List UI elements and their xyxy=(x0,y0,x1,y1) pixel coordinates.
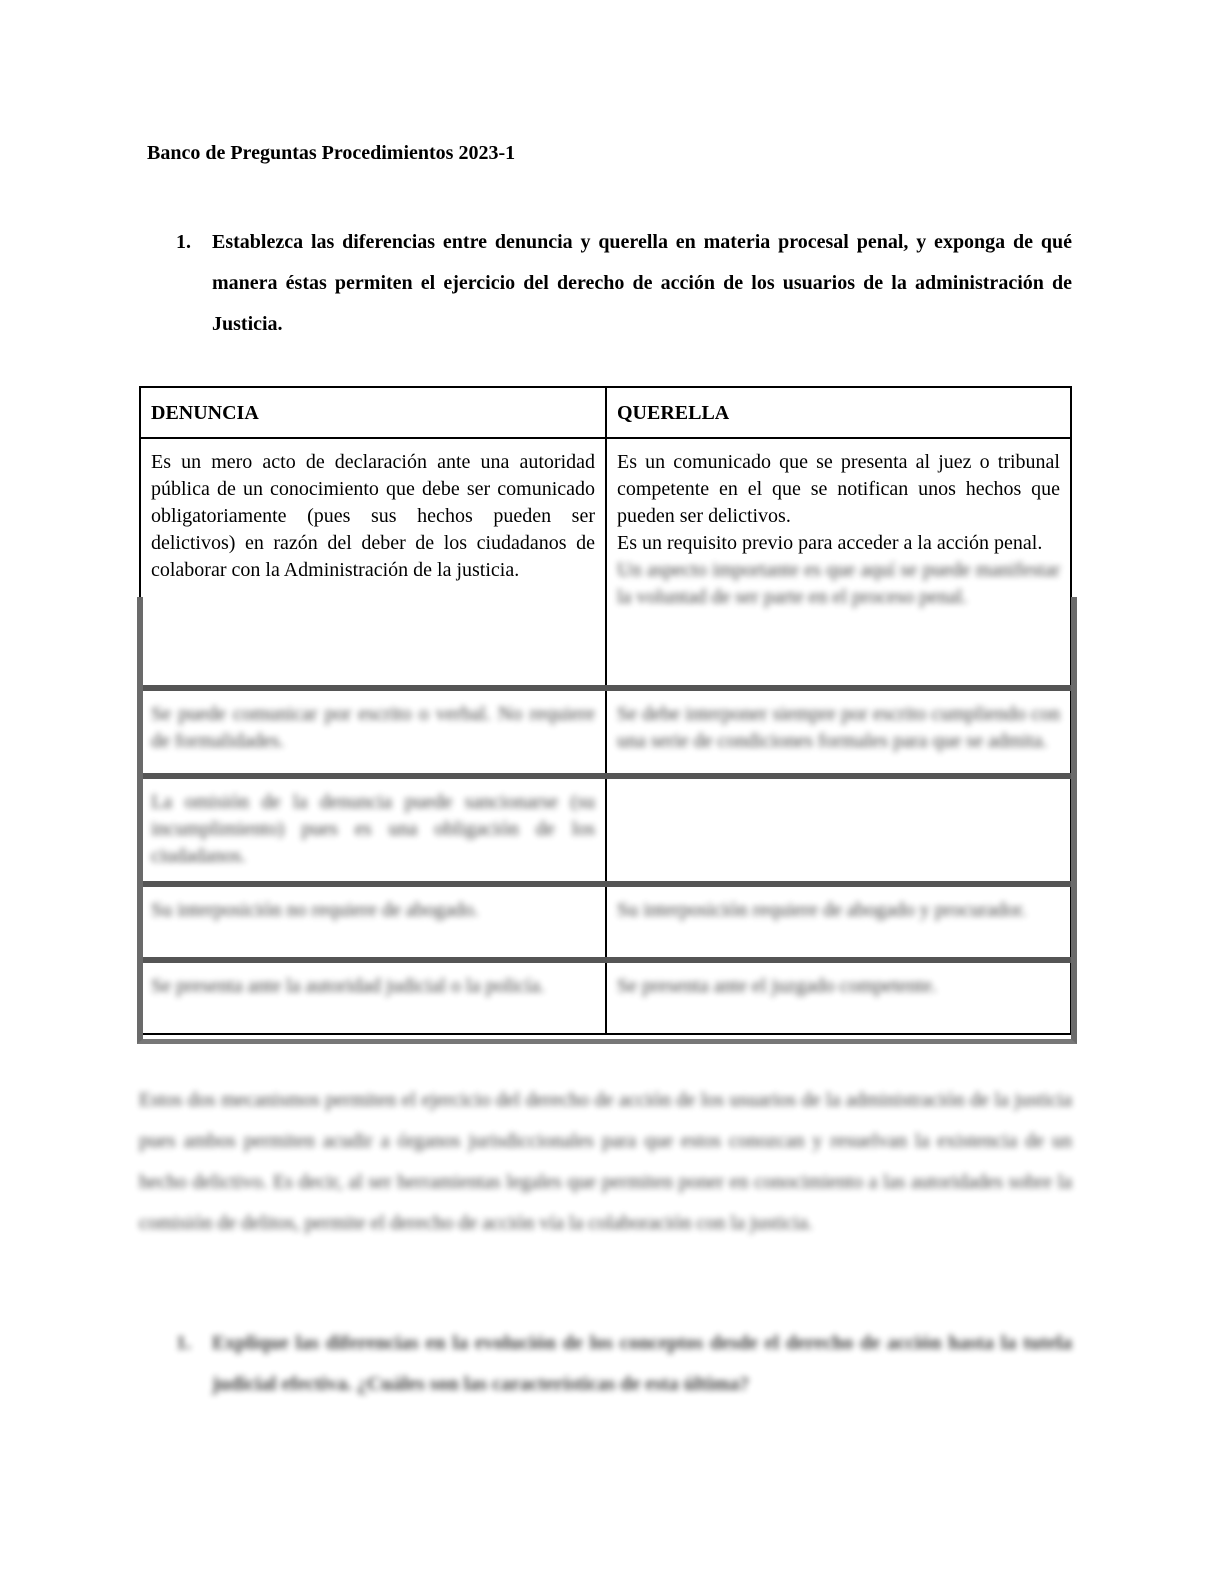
table-row xyxy=(140,884,1071,960)
cell-querella: Se debe interponer siempre por escrito cumpliendo con una serie de condiciones formales para que se admita. xyxy=(606,688,1071,776)
question-text: Establezca las diferencias entre denuncia y querella en materia procesal penal, y exponga de qué manera éstas permiten el ejercicio del derecho de acción de los usuarios de la administración de Justicia. xyxy=(212,231,1072,335)
cell-text: Es un comunicado que se presenta al juez o tribunal competente en el que se notifican unos hechos que pueden ser delictivos. xyxy=(617,451,1060,527)
table-row xyxy=(140,960,1071,1034)
table-row xyxy=(140,688,1071,776)
cell-querella xyxy=(606,776,1071,884)
question-text: Explique las diferencias en la evolución de los conceptos desde el derecho de acción hasta la tutela judicial efectiva. ¿Cuáles son las características de esta última? xyxy=(212,1332,1072,1395)
document-title: Banco de Preguntas Procedimientos 2023-1 xyxy=(147,142,516,164)
cell-denuncia: La omisión de la denuncia puede sancionarse (su incumplimiento) pues es una obligación de los ciudadanos. xyxy=(140,776,606,884)
cell-denuncia: Su interposición no requiere de abogado. xyxy=(140,884,606,960)
question-1 xyxy=(176,222,1072,345)
cell-denuncia xyxy=(140,438,606,688)
header-querella: QUERELLA xyxy=(606,387,1071,438)
cell-denuncia: Se puede comunicar por escrito o verbal. No requiere de formalidades. xyxy=(140,688,606,776)
cell-text: Un aspecto importante es que aquí se puede manifestar la voluntad de ser parte en el proceso penal. xyxy=(617,559,1060,608)
question-2 xyxy=(176,1323,1072,1405)
cell-denuncia: Se presenta ante la autoridad judicial o la policía. xyxy=(140,960,606,1034)
answer-paragraph: Estos dos mecanismos permiten el ejercicio del derecho de acción de los usuarios de la administración de la justicia pues ambos permiten acudir a órganos jurisdiccionales para que estos conozcan y resuelvan la existencia de un hecho delictivo. Es decir, al ser herramientas legales que permiten poner en conocimiento a las autoridades sobre la comisión de delitos, permite el derecho de acción vía la colaboración con la justicia. xyxy=(139,1089,1072,1234)
table-row xyxy=(140,776,1071,884)
table-row xyxy=(140,438,1071,688)
question-number: 1. xyxy=(176,231,191,253)
question-number: 1. xyxy=(176,1332,191,1354)
cell-querella: Se presenta ante el juzgado competente. xyxy=(606,960,1071,1034)
comparison-table xyxy=(139,386,1072,1035)
cell-text: Es un mero acto de declaración ante una autoridad pública de un conocimiento que debe ser comunicado obligatoriamente (pues sus hechos pueden ser delictivos) en razón del deber de los ciudadanos de colaborar con la Administración de la justicia. xyxy=(151,451,595,581)
cell-querella: Su interposición requiere de abogado y procurador. xyxy=(606,884,1071,960)
cell-text: Es un requisito previo para acceder a la acción penal. xyxy=(617,532,1043,554)
table-header-row xyxy=(140,387,1071,438)
cell-querella xyxy=(606,438,1071,688)
header-denuncia: DENUNCIA xyxy=(140,387,606,438)
